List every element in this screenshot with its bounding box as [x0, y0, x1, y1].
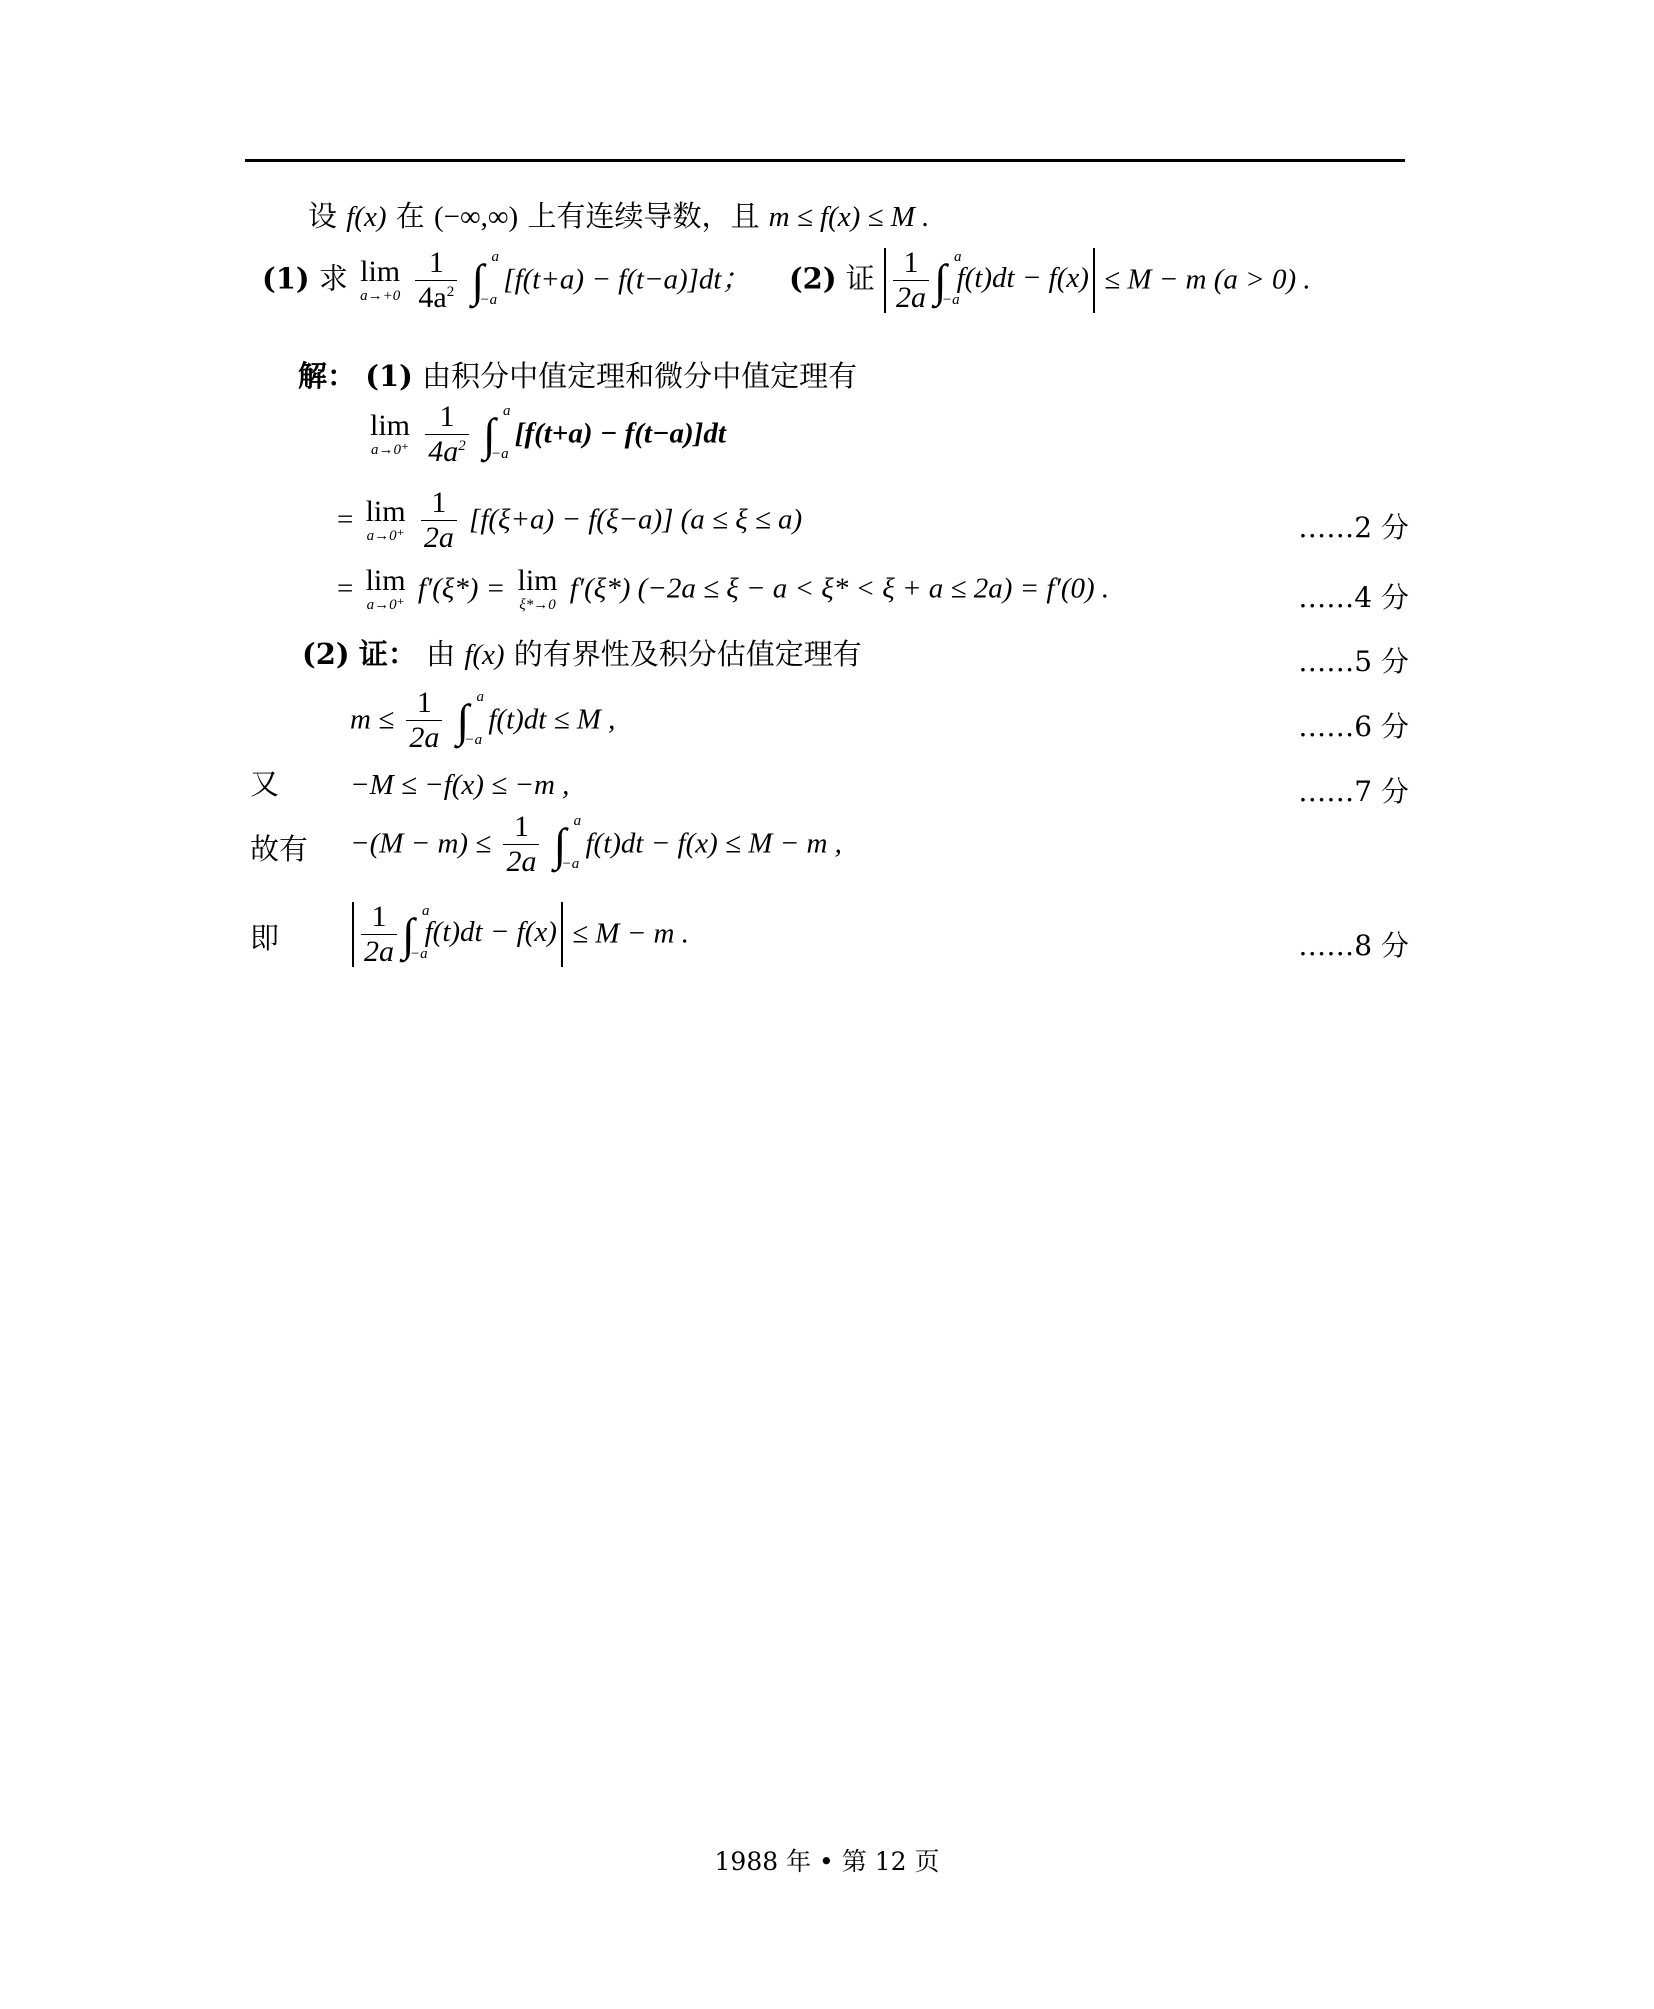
inequality-2: −M ≤ −f(x) ≤ −m , — [350, 769, 570, 801]
solution-intro — [298, 359, 858, 393]
inequality-3: −(M − m) ≤ $\frac{1}{2a}$ ∫ a −a f(t)dt − f(x) ≤ M − m , — [350, 810, 842, 878]
problem-parts — [262, 248, 1311, 313]
solution-part2-intro: (2) 证： 由 f(x) 的有界性及积分估值定理有 — [302, 637, 862, 671]
score-8: ……8 分 — [1298, 929, 1409, 962]
statement-func: f(x) — [346, 201, 387, 233]
part2-text: 证 — [845, 261, 875, 296]
problem-statement — [308, 199, 930, 233]
score-4: ……4 分 — [1298, 581, 1409, 614]
header-rule — [245, 159, 1405, 162]
statement-mid: 上有连续导数，且 — [527, 199, 760, 233]
statement-ineq: m ≤ f(x) ≤ M . — [768, 201, 930, 233]
statement-in: 在 — [395, 199, 425, 233]
inequality-4: $\frac{1}{2a}$ ∫ a −a f(t)dt − f(x) ≤ M − m . — [352, 902, 689, 967]
solution-line1: lim a→0⁺ $\frac{1}{4a^2}$ ∫ a −a [f(t+a) − f(t−a)]dt — [370, 400, 726, 468]
score-5: ……5 分 — [1298, 645, 1409, 678]
solution-part1-intro: 由积分中值定理和微分中值定理有 — [422, 359, 858, 393]
integral-sign: ∫ a −a — [471, 248, 499, 308]
inequality-1: m ≤ $\frac{1}{2a}$ ∫ a −a f(t)dt ≤ M , — [350, 686, 616, 754]
limit-operator: lim a→+0 — [360, 255, 401, 304]
solution-line3: = lim a→0⁺ f′(ξ*) = lim ξ*→0 f′(ξ*) (−2a ≤ ξ − a < ξ* < ξ + a ≤ 2a) = f′(0) . — [337, 564, 1110, 613]
solution-label: 解： — [298, 359, 357, 393]
score-2: ……2 分 — [1298, 511, 1409, 544]
part2-rhs: ≤ M − m (a > 0) . — [1104, 263, 1311, 296]
part2-label: (2) — [788, 261, 837, 296]
inequality-4-label: 即 — [250, 921, 280, 955]
fraction-1-4a2: $\frac{1}{4a^2}$ — [415, 248, 457, 313]
solution-line2: = lim a→0⁺ $\frac{1}{2a}$ [f(ξ+a) − f(ξ−a)] (a ≤ ξ ≤ a) — [337, 486, 803, 554]
page-footer: 1988 年 • 第 12 页 — [714, 1847, 940, 1876]
statement-interval: (−∞,∞) — [433, 201, 519, 233]
solution-part1-label: (1) — [365, 359, 413, 393]
part1-label: (1) — [262, 261, 310, 296]
absolute-value-expr: $\frac{1}{2a}$ ∫ a −a f(t)dt − f(x) — [884, 248, 1095, 313]
part1-text: 求 — [318, 261, 348, 296]
inequality-2-row: 又 — [250, 767, 280, 801]
score-6: ……6 分 — [1298, 710, 1409, 743]
part1-integrand: [f(t+a) − f(t−a)]dt； — [503, 263, 751, 296]
inequality-3-label: 故有 — [250, 832, 309, 866]
score-7: ……7 分 — [1298, 775, 1409, 808]
statement-pre: 设 — [308, 199, 338, 233]
